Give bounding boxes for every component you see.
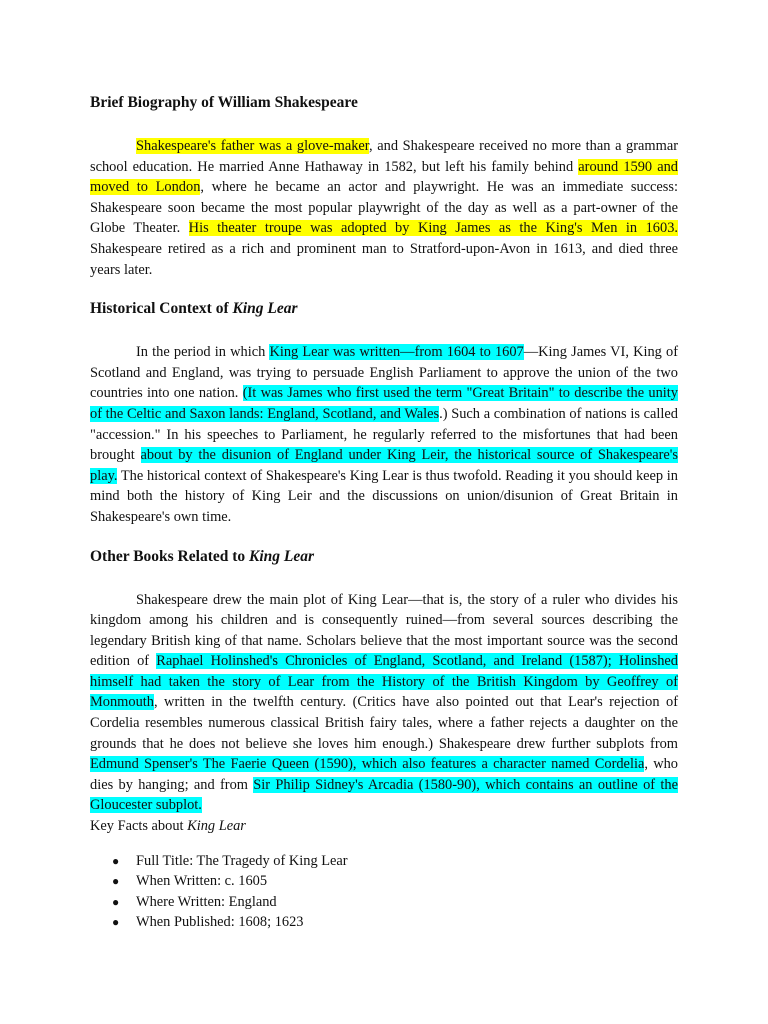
list-item-text: Where Written: England: [136, 893, 277, 910]
key-facts-label-italic: King Lear: [187, 818, 246, 835]
biography-heading-text: Brief Biography of William Shakespeare: [90, 94, 358, 111]
list-item: [112, 912, 678, 933]
highlighted-text-cyan: King Lear was written—from 1604 to 1607: [269, 344, 524, 361]
paragraph-text: Shakespeare drew the main plot of King Lear—that is, the story of a ruler who divides his kingdom among his children and is consequently ruined—from several sources describing the legendary British king of that name. Scholars believe that the most important source was the second edition of: [90, 591, 678, 670]
paragraph-text: The historical context of Shakespeare's King Lear is thus twofold. Reading it you should keep in mind both the history of King Leir and the discussions on union/disunion of Great Britain in Shakespeare's own time.: [90, 467, 678, 525]
biography-heading: [90, 90, 678, 116]
paragraph-text: —King James VI, King of Scotland and England, was trying to persuade English Parliament to approve the union of the two countries into one nation.: [90, 344, 678, 402]
historical-context-paragraph: [90, 342, 678, 527]
paragraph-text: Shakespeare retired as a rich and prominent man to Stratford-upon-Avon in 1613, and died three years later.: [90, 240, 678, 278]
highlighted-text-cyan: (It was James who first used the term "Great Britain" to describe the unity of the Celtic and Saxon lands: England, Scotland, and Wales: [90, 385, 678, 422]
paragraph-text: In the period in which: [136, 344, 270, 361]
paragraph-text: , and Shakespeare received no more than a grammar school education. He married Anne Hathaway in 1582, but left his family behind: [90, 138, 679, 175]
list-item-text: When Published: 1608; 1623: [136, 914, 304, 931]
paragraph-text: , where he became an actor and playwright. He was an immediate success: Shakespeare soon became the most popular playwright of the day as well as a part-owner of the Globe Theater.: [90, 179, 678, 237]
list-item-text: Full Title: The Tragedy of King Lear: [136, 852, 348, 869]
bullet-icon: ●: [112, 894, 120, 909]
historical-context-heading-text: Historical Context of: [90, 300, 233, 318]
historical-context-heading-italic: King Lear: [232, 300, 298, 318]
key-facts-label-text: Key Facts about: [90, 818, 188, 835]
list-item-text: When Written: c. 1605: [136, 873, 268, 890]
biography-paragraph: [90, 136, 678, 280]
historical-context-heading: [90, 296, 678, 322]
other-books-heading: [90, 544, 678, 570]
other-books-heading-text: Other Books Related to: [90, 547, 250, 565]
highlighted-text-yellow: Shakespeare's father was a glove-maker: [136, 138, 370, 154]
document-page: [90, 90, 678, 933]
key-facts-label: [90, 816, 678, 837]
bullet-icon: ●: [112, 915, 120, 930]
bullet-icon: ●: [112, 874, 120, 889]
highlighted-text-cyan: Edmund Spenser's The Faerie Queen (1590), which also features a character named Cordelia: [90, 756, 645, 773]
list-item: [112, 851, 678, 872]
highlighted-text-cyan: Raphael Holinshed's Chronicles of England, Scotland, and Ireland (1587); Holinshed himself had taken the story of Lear from the History of the British Kingdom by Geoffrey of Monmouth: [90, 653, 678, 711]
list-item: [112, 871, 678, 892]
highlighted-text-cyan: about by the disunion of England under King Leir, the historical source of Shakespeare's play.: [90, 447, 678, 484]
key-facts-list: [90, 851, 678, 933]
list-item: [112, 892, 678, 913]
highlighted-text-yellow: around 1590 and moved to London: [90, 158, 678, 196]
other-books-paragraph: [90, 590, 678, 817]
highlighted-text-yellow: His theater troupe was adopted by King James as the King's Men in 1603.: [188, 220, 678, 237]
paragraph-text: , written in the twelfth century. (Critics have also pointed out that Lear's rejection of Cordelia resembles numerous classical British fairy tales, where a father rejects a daughter on the grounds that he does not believe she loves him enough.) Shakespeare drew further subplots from: [90, 694, 678, 752]
paragraph-text: .) Such a combination of nations is called "accession." In his speeches to Parliament, he regularly referred to the misfortunes that had been brought: [90, 405, 678, 464]
other-books-heading-italic: King Lear: [249, 547, 315, 565]
highlighted-text-cyan: Sir Philip Sidney's Arcadia (1580-90), which contains an outline of the Gloucester subplot.: [90, 776, 678, 814]
paragraph-text: , who dies by hanging; and from: [90, 756, 679, 793]
bullet-icon: ●: [112, 853, 120, 868]
